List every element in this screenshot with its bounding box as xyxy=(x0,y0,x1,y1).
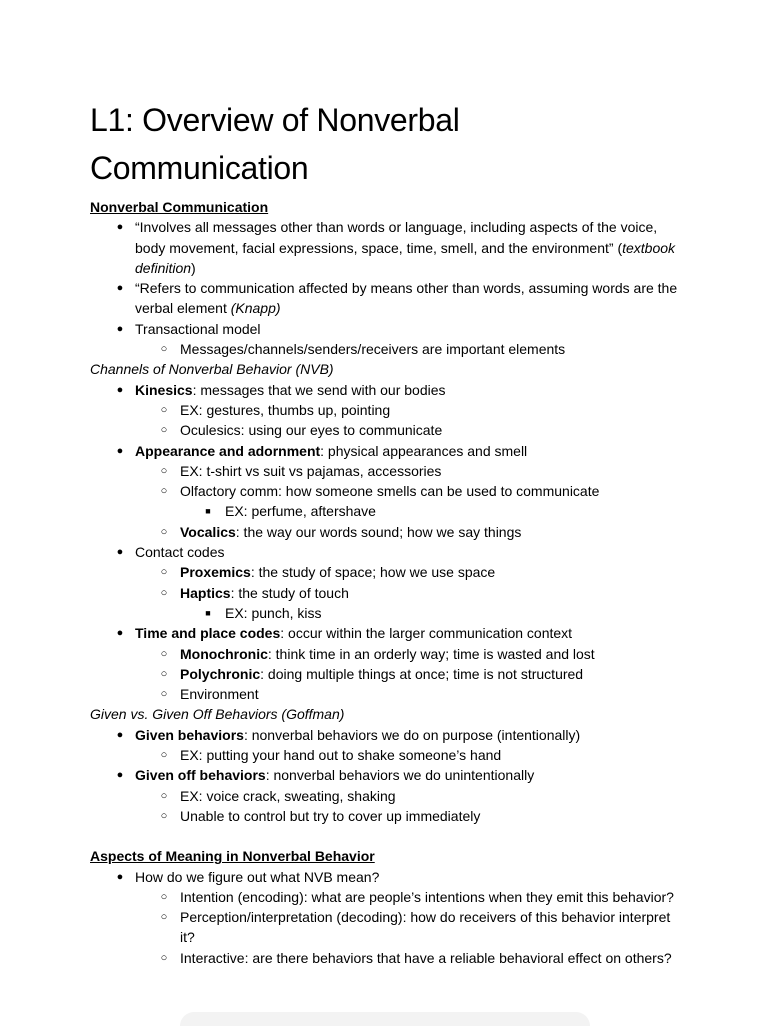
list-item xyxy=(90,481,690,501)
text-segment: : the study of touch xyxy=(230,584,349,601)
list-item xyxy=(90,907,690,927)
bullet-marker: ● xyxy=(116,444,124,457)
text-segment: Given vs. Given Off Behaviors (Goffman) xyxy=(90,706,345,723)
text-segment: Nonverbal Communication xyxy=(90,199,269,215)
line-text xyxy=(180,666,583,682)
line-text xyxy=(135,219,657,235)
line-text xyxy=(135,260,196,276)
line-text xyxy=(90,848,375,864)
bullet-marker: ○ xyxy=(160,403,168,416)
text-segment: EX: punch, kiss xyxy=(225,604,322,621)
line-text xyxy=(135,869,379,885)
text-segment: Unable to control but try to cover up immediately xyxy=(180,807,481,824)
line-text xyxy=(90,199,268,215)
line-text xyxy=(180,909,670,925)
list-item xyxy=(90,400,690,420)
line-text xyxy=(135,240,675,256)
bullet-marker: ● xyxy=(116,383,124,396)
bullet-marker: ● xyxy=(116,221,124,234)
text-segment: EX: putting your hand out to shake someone’s hand xyxy=(180,747,502,764)
line-text xyxy=(180,646,595,662)
list-item xyxy=(90,745,690,765)
term-bold: Time and place codes xyxy=(135,625,281,642)
line-text xyxy=(135,280,677,296)
bullet-marker: ○ xyxy=(160,951,168,964)
bullet-marker: ● xyxy=(116,627,124,640)
text-italic: textbook xyxy=(622,239,676,256)
text-segment: : messages that we send with our bodies xyxy=(192,381,446,398)
text-segment: EX: gestures, thumbs up, pointing xyxy=(180,401,391,418)
text-italic: (Knapp) xyxy=(230,300,281,317)
text-segment: ) xyxy=(191,259,196,276)
line-text xyxy=(180,929,195,945)
title-line-2: Communication xyxy=(90,150,309,186)
bullet-marker: ○ xyxy=(160,586,168,599)
line-text xyxy=(180,808,480,824)
list-item xyxy=(90,786,690,806)
text-segment: : doing multiple things at once; time is not structured xyxy=(260,665,584,682)
line-text xyxy=(180,585,349,601)
text-segment: Environment xyxy=(180,686,259,703)
list-item xyxy=(90,684,690,704)
text-segment: Transactional model xyxy=(135,320,261,337)
list-item-continuation xyxy=(90,298,690,318)
subsection-heading xyxy=(90,359,690,379)
bullet-marker: ● xyxy=(116,728,124,741)
line-text xyxy=(180,402,390,418)
line-text xyxy=(225,503,376,519)
text-segment: EX: voice crack, sweating, shaking xyxy=(180,787,396,804)
term-bold: Proxemics xyxy=(180,564,251,581)
line-text xyxy=(90,706,344,722)
text-segment: : the study of space; how we use space xyxy=(250,564,496,581)
text-segment: it? xyxy=(180,929,195,946)
text-segment: : the way our words sound; how we say things xyxy=(235,523,522,540)
bullet-marker: ○ xyxy=(160,485,168,498)
subsection-heading xyxy=(90,704,690,724)
bullet-marker: ■ xyxy=(205,607,211,618)
list-item xyxy=(90,644,690,664)
term-bold: Polychronic xyxy=(180,665,261,682)
line-text xyxy=(180,483,599,499)
term-bold: Given behaviors xyxy=(135,726,244,743)
bullet-marker: ■ xyxy=(205,506,211,517)
line-text xyxy=(135,767,534,783)
line-text xyxy=(180,463,441,479)
list-item xyxy=(90,583,690,603)
line-text xyxy=(225,605,322,621)
text-segment: : occur within the larger communication context xyxy=(280,625,573,642)
text-segment: : nonverbal behaviors we do unintentionally xyxy=(265,767,535,784)
line-text xyxy=(135,625,572,641)
list-item xyxy=(90,319,690,339)
term-bold: Monochronic xyxy=(180,645,268,662)
bullet-marker: ○ xyxy=(160,343,168,356)
list-item xyxy=(90,522,690,542)
text-segment: Perception/interpretation (decoding): how do receivers of this behavior interpret xyxy=(180,909,671,926)
list-item xyxy=(90,501,690,521)
bullet-marker: ○ xyxy=(160,525,168,538)
line-text xyxy=(180,564,495,580)
list-item xyxy=(90,217,690,237)
list-item xyxy=(90,461,690,481)
bullet-marker: ○ xyxy=(160,566,168,579)
text-segment: EX: perfume, aftershave xyxy=(225,503,376,520)
list-item xyxy=(90,542,690,562)
bullet-marker: ○ xyxy=(160,464,168,477)
list-item xyxy=(90,765,690,785)
bullet-marker: ○ xyxy=(160,667,168,680)
term-bold: Given off behaviors xyxy=(135,767,266,784)
text-segment: : nonverbal behaviors we do on purpose (intentionally) xyxy=(243,726,581,743)
bullet-marker: ● xyxy=(116,769,124,782)
list-item xyxy=(90,867,690,887)
text-segment: Intention (encoding): what are people’s intentions when they emit this behavior? xyxy=(180,888,674,905)
line-text xyxy=(180,747,501,763)
list-item xyxy=(90,339,690,359)
list-item-continuation xyxy=(90,258,690,278)
list-item xyxy=(90,725,690,745)
text-segment: EX: t-shirt vs suit vs pajamas, accessories xyxy=(180,462,442,479)
bullet-marker: ○ xyxy=(160,911,168,924)
bullet-marker: ○ xyxy=(160,890,168,903)
line-text xyxy=(180,686,259,702)
list-item xyxy=(90,664,690,684)
text-italic: definition xyxy=(135,259,192,276)
bullet-marker: ● xyxy=(116,282,124,295)
text-segment: Contact codes xyxy=(135,544,225,561)
line-text xyxy=(90,361,334,377)
text-segment: Messages/channels/senders/receivers are important elements xyxy=(180,341,566,358)
term-bold: Kinesics xyxy=(135,381,193,398)
text-segment: Olfactory comm: how someone smells can be used to communicate xyxy=(180,483,600,500)
line-text xyxy=(135,382,446,398)
text-segment: Oculesics: using our eyes to communicate xyxy=(180,422,443,439)
text-segment: : think time in an orderly way; time is wasted and lost xyxy=(267,645,595,662)
line-text xyxy=(180,950,672,966)
page-title xyxy=(90,96,460,192)
list-item xyxy=(90,887,690,907)
line-text xyxy=(135,544,225,560)
text-segment: “Involves all messages other than words or language, including aspects of the voice, xyxy=(135,219,658,236)
line-text xyxy=(135,443,527,459)
line-text xyxy=(135,300,281,316)
text-segment: verbal element xyxy=(135,300,231,317)
term-bold: Vocalics xyxy=(180,523,236,540)
bullet-marker: ○ xyxy=(160,789,168,802)
bullet-marker: ● xyxy=(116,546,124,559)
line-text xyxy=(180,889,674,905)
text-segment: Aspects of Meaning in Nonverbal Behavior xyxy=(90,848,375,865)
term-bold: Appearance and adornment xyxy=(135,442,321,459)
list-item-continuation xyxy=(90,238,690,258)
text-segment: Interactive: are there behaviors that have a reliable behavioral effect on others? xyxy=(180,949,672,966)
title-line-1: L1: Overview of Nonverbal xyxy=(90,102,460,138)
list-item-continuation xyxy=(90,927,690,947)
bullet-marker: ○ xyxy=(160,688,168,701)
bullet-marker: ○ xyxy=(160,809,168,822)
notes-body xyxy=(90,197,690,968)
bullet-marker: ○ xyxy=(160,749,168,762)
list-item xyxy=(90,441,690,461)
bullet-marker: ● xyxy=(116,870,124,883)
section-heading xyxy=(90,197,690,217)
list-item xyxy=(90,562,690,582)
list-item xyxy=(90,278,690,298)
text-segment: Channels of Nonverbal Behavior (NVB) xyxy=(90,361,334,378)
line-text xyxy=(135,727,580,743)
text-segment: : physical appearances and smell xyxy=(320,442,528,459)
bullet-marker: ○ xyxy=(160,647,168,660)
list-item xyxy=(90,623,690,643)
line-text xyxy=(180,341,565,357)
list-item xyxy=(90,603,690,623)
line-text xyxy=(180,788,396,804)
text-segment: “Refers to communication affected by means other than words, assuming words are the xyxy=(135,280,678,297)
section-heading xyxy=(90,846,690,866)
bullet-marker: ○ xyxy=(160,424,168,437)
list-item xyxy=(90,948,690,968)
line-text xyxy=(180,524,521,540)
text-segment: How do we figure out what NVB mean? xyxy=(135,868,380,885)
line-text xyxy=(180,422,442,438)
term-bold: Haptics xyxy=(180,584,231,601)
list-item xyxy=(90,420,690,440)
section-spacer xyxy=(90,826,690,846)
list-item xyxy=(90,380,690,400)
list-item xyxy=(90,806,690,826)
text-segment: body movement, facial expressions, space, time, smell, and the environment” ( xyxy=(135,239,623,256)
bullet-marker: ● xyxy=(116,322,124,335)
line-text xyxy=(135,321,261,337)
